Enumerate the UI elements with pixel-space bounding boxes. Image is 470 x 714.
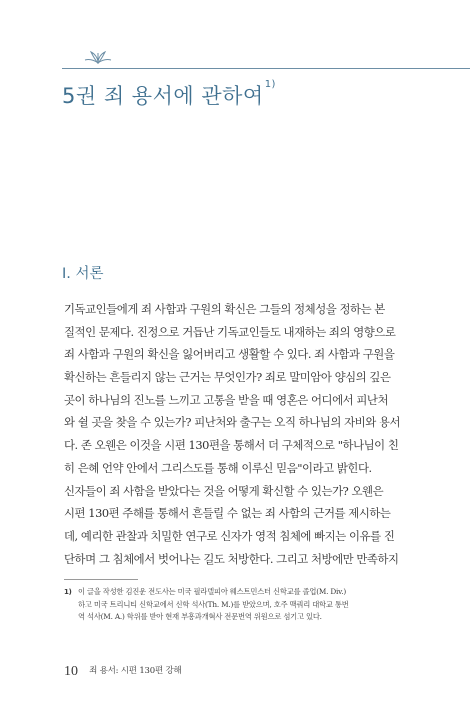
body-line: 히 은혜 언약 안에서 그리스도를 통해 이루신 믿음"이라고 밝힌다. — [64, 460, 372, 475]
body-line: 시편 130편 주해를 통해서 흔들릴 수 없는 죄 사함의 근거를 제시하는 — [64, 506, 391, 521]
body-line: 와 쉴 곳을 찾을 수 있는가? 피난처와 출구는 오직 하나님의 자비와 용서 — [64, 415, 401, 430]
chapter-title — [62, 80, 276, 110]
body-line: 데, 예리한 관찰과 치밀한 연구로 신자가 영적 침체에 빠지는 이유를 진 — [64, 528, 395, 543]
footnote-text: 하고 미국 트리니티 신학교에서 신학 석사(Th. M.)를 받았으며, 호주 맥쿼리 대학교 통번 — [78, 599, 349, 609]
running-title: 죄 용서: 시편 130편 강해 — [89, 666, 182, 676]
body-text — [64, 298, 456, 570]
section-heading: I. 서론 — [62, 266, 104, 282]
body-line: 질적인 문제다. 진정으로 거듭난 기독교인들도 내재하는 죄의 영향으로 — [64, 324, 396, 339]
footnote — [64, 586, 456, 624]
body-line: 곳이 하나님의 진노를 느끼고 고통을 받을 때 영혼은 어디에서 피난처 — [64, 392, 389, 407]
footnote-line — [64, 586, 456, 599]
footnote-marker: 1) — [64, 588, 72, 596]
body-line: 신자들이 죄 사함을 받았다는 것을 어떻게 확신할 수 있는가? 오웬은 — [64, 483, 384, 498]
page-number: 10 — [64, 664, 78, 679]
chapter-ornament-icon — [84, 50, 112, 64]
page-footer — [64, 660, 181, 680]
body-line: 다. 존 오웬은 이것을 시편 130편을 통해서 더 구체적으로 "하나님이 친 — [64, 438, 399, 453]
footnote-rule — [64, 579, 138, 580]
footnote-line — [64, 599, 456, 612]
body-line: 단하며 그 침체에서 벗어나는 길도 처방한다. 그리고 처방에만 만족하지 — [64, 551, 399, 566]
chapter-title-text: 5권 죄 용서에 관하여 — [62, 84, 264, 108]
footnote-text: 역 석사(M. A.) 학위를 받아 현재 부흥과개혁사 전문번역 위원으로 섬기고 있다. — [78, 612, 322, 621]
body-line: 기독교인들에게 죄 사함과 구원의 확신은 그들의 정체성을 정하는 본 — [64, 302, 385, 316]
chapter-footnote-ref[interactable]: 1) — [264, 79, 276, 90]
footnote-text: 이 글을 작성한 김진운 전도사는 미국 필라델피아 웨스트민스터 신학교를 졸업(M. Div.) — [78, 587, 346, 596]
body-line: 확신하는 흔들리지 않는 근거는 무엇인가? 죄로 말미암아 양심의 깊은 — [64, 370, 391, 385]
body-line: 죄 사함과 구원의 확신을 잃어버리고 생활할 수 있다. 죄 사함과 구원을 — [64, 347, 395, 362]
chapter-rule — [62, 68, 470, 69]
footnote-line — [64, 611, 456, 624]
